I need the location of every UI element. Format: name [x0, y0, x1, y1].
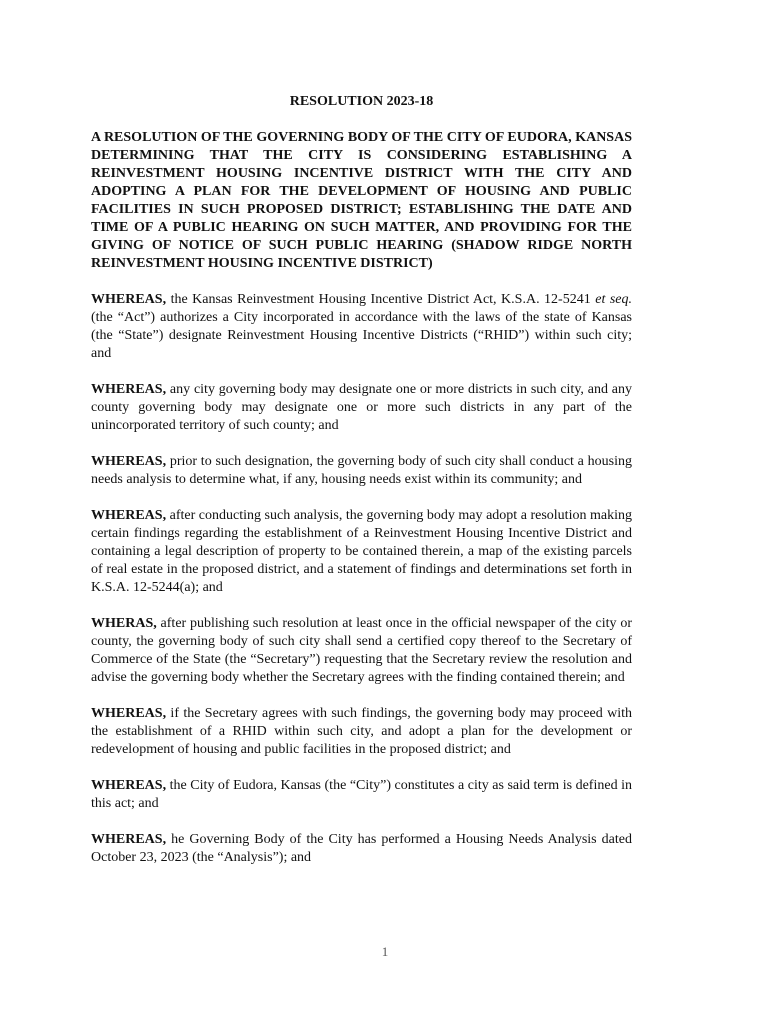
whereas-paragraph-2 [91, 381, 632, 435]
page-number: 1 [381, 944, 389, 959]
whereas-paragraph-4 [91, 507, 632, 597]
resolution-heading: A RESOLUTION OF THE GOVERNING BODY OF THE CITY OF EUDORA, KANSAS DETERMINING THAT THE CITY IS CONSIDERING ESTABLISHING A REINVESTMENT HOUSING INCENTIVE DISTRICT WITH THE CITY AND ADOPTING A PLAN FOR THE DEVELOPMENT OF HOUSING AND PUBLIC FACILITIES IN SUCH PROPOSED DISTRICT; ESTABLISHING THE DATE AND TIME OF A PUBLIC HEARING ON SUCH MATTER, AND PROVIDING FOR THE GIVING OF NOTICE OF SUCH PUBLIC HEARING (SHADOW RIDGE NORTH REINVESTMENT HOUSING INCENTIVE DISTRICT) [91, 130, 632, 271]
paragraph-text: any city governing body may designate one or more districts in such city, and any county governing body may designate one or more such districts in any part of the unincorporated territory of such county; and [91, 382, 632, 433]
document-page [91, 93, 632, 885]
whereas-paragraph-3 [91, 453, 632, 489]
whereas-label: WHEREAS, [91, 832, 167, 847]
resolution-title: RESOLUTION 2023-18 [289, 94, 434, 109]
whereas-label: WHEREAS, [91, 508, 167, 523]
whereas-paragraph-6 [91, 705, 632, 759]
paragraph-text: after conducting such analysis, the governing body may adopt a resolution making certain findings regarding the establishment of a Reinvestment Housing Incentive District and containing a legal description of property to be contained therein, a map of the existing parcels of real estate in the proposed district, and a statement of findings and determinations set forth in K.S.A. 12-5244(a); and [91, 508, 632, 595]
paragraph-text: prior to such designation, the governing body of such city shall conduct a housing needs analysis to determine what, if any, housing needs exist within its community; and [91, 454, 632, 487]
whereas-paragraph-5 [91, 615, 632, 687]
paragraph-text: if the Secretary agrees with such findings, the governing body may proceed with the establishment of a RHID within such city, and adopt a plan for the development or redevelopment of housing and public facilities in the proposed district; and [91, 706, 632, 757]
paragraph-text: after publishing such resolution at least once in the official newspaper of the city or county, the governing body of such city shall send a certified copy thereof to the Secretary of Commerce of the State (the “Secretary”) requesting that the Secretary review the resolution and advise the governing body whether the Secretary agrees with the finding contained therein; and [91, 616, 632, 685]
whereas-label: WHERAS, [91, 616, 157, 631]
paragraph-text: he Governing Body of the City has performed a Housing Needs Analysis dated October 23, 2023 (the “Analysis”); and [91, 832, 632, 865]
whereas-paragraph-7 [91, 777, 632, 813]
paragraph-italic-text: et seq. [595, 292, 632, 307]
paragraph-text: the City of Eudora, Kansas (the “City”) constitutes a city as said term is defined in this act; and [91, 778, 632, 811]
whereas-paragraph-8 [91, 831, 632, 867]
whereas-label: WHEREAS, [91, 778, 167, 793]
whereas-label: WHEREAS, [91, 454, 167, 469]
whereas-label: WHEREAS, [91, 706, 167, 721]
whereas-label: WHEREAS, [91, 382, 167, 397]
whereas-label: WHEREAS, [91, 292, 167, 307]
whereas-paragraph-1 [91, 291, 632, 363]
paragraph-text: the Kansas Reinvestment Housing Incentive District Act, K.S.A. 12-5241 [166, 292, 596, 307]
paragraph-text: (the “Act”) authorizes a City incorporated in accordance with the laws of the state of Kansas (the “State”) designate Reinvestment Housing Incentive Districts (“RHID”) within such city; and [91, 310, 632, 361]
